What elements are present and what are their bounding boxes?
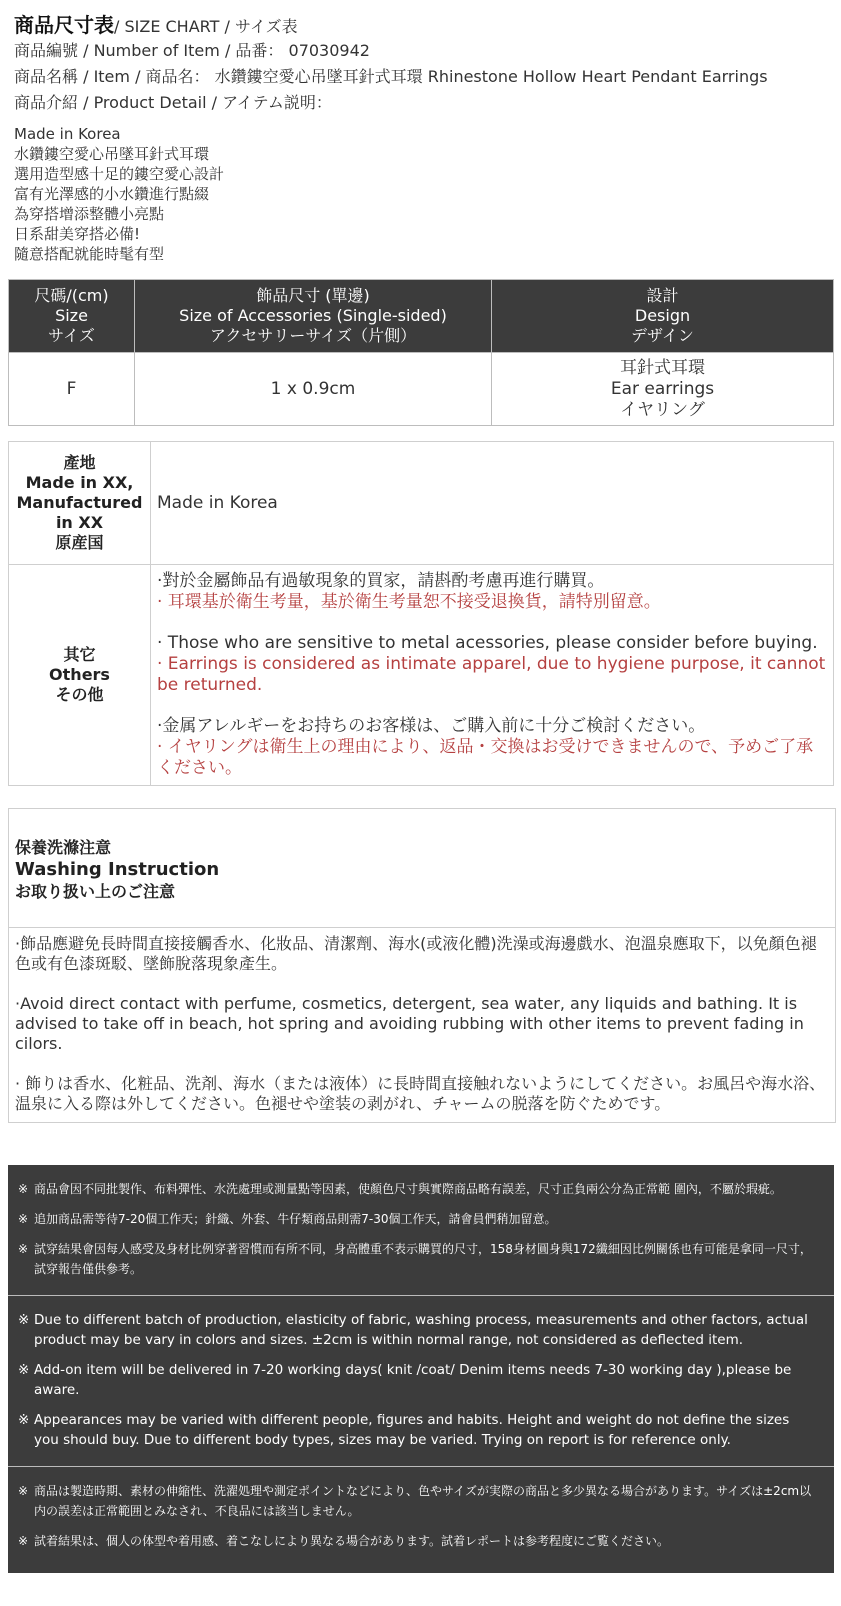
title-sub: / SIZE CHART / サイズ表 <box>114 17 298 36</box>
washing-instructions <box>8 808 836 1123</box>
note-item <box>18 1239 818 1279</box>
label-text: Manufactured <box>16 493 143 512</box>
note-text: Due to different batch of production, elasticity of fabric, washing process, measurements and other factors, actual product may be vary in colors and sizes. ±2cm is within normal range, not considered as deflected item. <box>34 1312 808 1348</box>
cell-design <box>492 353 834 426</box>
design-text: 耳針式耳環 <box>620 357 705 378</box>
note-item <box>18 1531 818 1551</box>
label-text: in XX <box>55 513 104 532</box>
note-mark: ※ <box>18 1312 30 1328</box>
notes-panel <box>8 1165 834 1573</box>
product-description <box>14 124 832 264</box>
cell-size: F <box>9 353 135 426</box>
note-item <box>18 1360 818 1400</box>
header-text: デザイン <box>631 326 694 345</box>
note-mark: ※ <box>18 1362 30 1378</box>
others-ja-1: ·金属アレルギーをお持ちのお客様は、ご購入前に十分ご検討ください。 <box>157 716 706 736</box>
product-header <box>14 12 832 264</box>
note-item <box>18 1209 818 1229</box>
notes-zh <box>8 1165 834 1296</box>
label-text: 其它 <box>63 645 96 664</box>
label-text: Made in XX, <box>25 473 134 492</box>
header-text: Design <box>634 306 691 325</box>
page-title <box>14 12 832 38</box>
description-line: 為穿搭增添整體小亮點 <box>14 205 165 223</box>
note-mark: ※ <box>18 1242 29 1256</box>
header-size <box>9 280 135 353</box>
product-detail-label: 商品介紹 / Product Detail / アイテム説明： <box>14 93 332 112</box>
description-line: 隨意搭配就能時髦有型 <box>14 245 165 263</box>
header-accessory-size <box>135 280 492 353</box>
header-text: 尺碼/(cm) <box>34 286 109 305</box>
note-mark: ※ <box>18 1182 29 1196</box>
label-text: 產地 <box>63 453 96 472</box>
header-text: 設計 <box>646 286 679 305</box>
header-text: 飾品尺寸 (單邊) <box>256 286 370 305</box>
washing-body <box>9 928 835 1122</box>
notes-ja <box>8 1467 834 1567</box>
washing-titles <box>15 837 219 903</box>
note-text: Appearances may be varied with different people, figures and habits. Height and weight do not define the sizes you should buy. Due to different body types, sizes may be varied. Trying on report is for reference only. <box>34 1412 790 1448</box>
header-text: Size of Accessories (Single-sided) <box>179 306 447 325</box>
notes-en <box>8 1296 834 1467</box>
washing-text-en: ·Avoid direct contact with perfume, cosmetics, detergent, sea water, any liquids and bathing. It is advised to take off in beach, hot spring and avoiding rubbing with other items to prevent fading in cilors. <box>15 994 804 1053</box>
washing-text-ja: · 飾りは香水、化粧品、洗剤、海水（または液体）に長時間直接触れないようにしてください。お風呂や海水浴、温泉に入る際は外してください。色褪せや塗装の剥がれ、チャームの脱落を防ぐためです。 <box>15 1074 826 1113</box>
note-mark: ※ <box>18 1534 29 1548</box>
others-label <box>9 565 151 786</box>
note-text: 試穿結果會因每人感受及身材比例穿著習慣而有所不同，身高體重不表示購買的尺寸，158身材圓身與172纖細因比例關係也有可能是拿同一尺寸，試穿報告僅供參考。 <box>34 1242 812 1276</box>
note-item <box>18 1481 818 1521</box>
item-name-label: 商品名稱 / Item / 商品名： <box>14 67 210 86</box>
origin-row <box>9 442 834 565</box>
note-item <box>18 1310 818 1350</box>
washing-text-zh: ·飾品應避免長時間直接接觸香水、化妝品、清潔劑、海水(或液化體)洗澡或海邊戲水、泡溫泉應取下，以免顏色褪色或有色漆斑駁、墜飾脫落現象產生。 <box>15 934 817 973</box>
info-table <box>8 441 834 786</box>
origin-label <box>9 442 151 565</box>
note-mark: ※ <box>18 1484 29 1498</box>
note-text: 試着結果は、個人の体型や着用感、着こなしにより異なる場合があります。試着レポートは参考程度にご覧ください。 <box>34 1534 670 1548</box>
note-mark: ※ <box>18 1212 29 1226</box>
washing-title-zh: 保養洗滌注意 <box>15 838 112 857</box>
note-text: 追加商品需等待7-20個工作天；針織、外套、牛仔類商品則需7-30個工作天，請會員們稍加留意。 <box>34 1212 557 1226</box>
cell-accessory-size: 1 x 0.9cm <box>135 353 492 426</box>
others-zh-2: · 耳環基於衛生考量，基於衛生考量恕不接受退換貨，請特別留意。 <box>157 592 661 612</box>
others-en-2: · Earrings is considered as intimate apparel, due to hygiene purpose, it cannot be returned. <box>157 654 826 695</box>
size-table-header <box>9 280 834 353</box>
washing-header <box>9 809 835 928</box>
header-text: Size <box>55 306 88 325</box>
others-ja-2: · イヤリングは衛生上の理由により、返品・交換はお受けできませんので、予めご了承ください。 <box>157 737 814 778</box>
item-number-row <box>14 38 832 64</box>
note-mark: ※ <box>18 1412 30 1428</box>
note-text: 商品は製造時期、素材の伸縮性、洗濯処理や測定ポイントなどにより、色やサイズが実際の商品と多少異なる場合があります。サイズは±2cm以内の誤差は正常範囲とみなされ、不良品には該当しません。 <box>34 1484 812 1518</box>
origin-value: Made in Korea <box>151 442 834 565</box>
note-text: Add-on item will be delivered in 7-20 working days( knit /coat/ Denim items needs 7-30 working day ),please be aware. <box>34 1362 792 1398</box>
others-zh-1: ·對於金屬飾品有過敏現象的買家，請斟酌考慮再進行購買。 <box>157 571 605 591</box>
description-line: 富有光澤感的小水鑽進行點綴 <box>14 185 210 203</box>
item-name-row <box>14 64 832 90</box>
title-main: 商品尺寸表 <box>14 13 114 37</box>
header-design <box>492 280 834 353</box>
item-number-label: 商品編號 / Number of Item / 品番： <box>14 41 284 60</box>
others-en-1: · Those who are sensitive to metal acessories, please consider before buying. <box>157 633 818 653</box>
note-text: 商品會因不同批製作、布料彈性、水洗處理或測量點等因素，使顏色尺寸與實際商品略有誤差，尺寸正負兩公分為正常範 圍內，不屬於瑕疵。 <box>34 1182 782 1196</box>
item-name-value: 水鑽鏤空愛心吊墜耳針式耳環 Rhinestone Hollow Heart Pendant Earrings <box>214 67 768 86</box>
note-item <box>18 1179 818 1199</box>
description-line: 水鑽鏤空愛心吊墜耳針式耳環 <box>14 145 210 163</box>
header-text: サイズ <box>48 326 95 345</box>
size-table <box>8 279 834 426</box>
label-text: その他 <box>55 685 104 704</box>
item-number-value: 07030942 <box>288 41 370 60</box>
label-text: Others <box>49 665 110 684</box>
washing-title-ja: お取り扱い上のご注意 <box>15 882 176 901</box>
design-text: イヤリング <box>620 399 705 420</box>
table-row <box>9 353 834 426</box>
description-line: Made in Korea <box>14 125 121 143</box>
others-row <box>9 565 834 786</box>
header-text: アクセサリーサイズ（片側） <box>209 326 417 345</box>
others-value <box>151 565 834 786</box>
washing-title-en: Washing Instruction <box>15 859 220 880</box>
description-line: 選用造型感十足的鏤空愛心設計 <box>14 165 225 183</box>
design-text: Ear earrings <box>610 378 715 399</box>
description-line: 日系甜美穿搭必備! <box>14 225 141 243</box>
note-item <box>18 1410 818 1450</box>
label-text: 原産国 <box>55 533 104 552</box>
